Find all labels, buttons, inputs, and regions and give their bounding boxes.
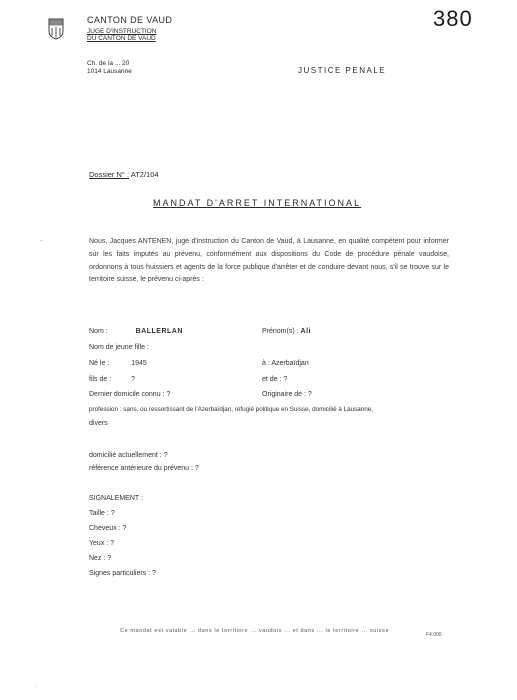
vaud-crest-icon	[48, 18, 64, 40]
nom-jeune-fille: Nom de jeune fille :	[89, 344, 149, 351]
ne-le-label: Né le :	[89, 360, 110, 367]
origine-field	[262, 391, 312, 398]
footer-note: Ce mandat est valable ... dans le territoire ... vaudois ... et dans ... le territoire ... suisse	[120, 628, 390, 634]
address-line-1: Ch. de la ... 20	[87, 60, 130, 67]
signalement-heading: SIGNALEMENT :	[89, 495, 143, 502]
profession-line: profession : sans, ou ressortissant de l'Azerbaïdjan, réfugié politique en Suisse, domicilié à Lausanne,	[89, 406, 374, 413]
prenom-field	[262, 328, 311, 335]
body-paragraph: Nous, Jacques ANTENEN, juge d'instruction du Canton de Vaud, à Lausanne, en qualité compétent pour informer sur les faits imputés au prévenu, conformément aux dispositions du Code de procédure pénale vaudoise, ordonnons à tous huissiers et agents de la force publique d'arrêter et de conduire devant nous, s'il se trouve sur le territoire suisse, le prévenu ci-après :	[89, 238, 449, 284]
page-number: 380	[433, 6, 473, 31]
dossier-label: Dossier N° :	[89, 170, 130, 179]
address-line-2: 1014 Lausanne	[87, 68, 132, 75]
domicile-value: ?	[166, 391, 171, 398]
document-title: MANDAT D'ARRET INTERNATIONAL	[153, 198, 362, 208]
et-de-label: et de :	[262, 376, 282, 383]
fils-de-value: ?	[131, 376, 136, 383]
ne-le-field	[89, 360, 147, 367]
et-de-field	[262, 376, 287, 383]
lieu-value: Azerbaïdjan	[271, 360, 309, 367]
statut-line: divers	[89, 420, 108, 427]
et-de-value: ?	[283, 376, 288, 383]
signalement-yeux: Yeux : ?	[89, 540, 115, 547]
scan-speck: ·	[36, 684, 38, 690]
domicile-label: Dernier domicile connu :	[89, 391, 165, 398]
nom-field	[89, 328, 183, 335]
nom-label: Nom :	[89, 328, 108, 335]
signalement-signes: Signes particuliers : ?	[89, 570, 156, 577]
origine-label: Originaire de :	[262, 391, 306, 398]
judge-line-1: JUGE D'INSTRUCTION	[87, 28, 157, 35]
domicile-actuel-line: domicilié actuellement : ?	[89, 452, 168, 459]
reference-line: référence antérieure du prévenu : ?	[89, 465, 199, 472]
canton-name: CANTON DE VAUD	[87, 15, 173, 25]
signalement-taille: Taille : ?	[89, 510, 115, 517]
fils-de-field	[89, 376, 135, 383]
signalement-cheveux: Cheveux : ?	[89, 525, 127, 532]
lieu-naissance-field	[262, 360, 309, 367]
signalement-nez: Nez : ?	[89, 555, 112, 562]
nom-value: BALLERLAN	[135, 328, 183, 335]
fils-de-label: fils de :	[89, 376, 112, 383]
form-code: F4.000	[426, 632, 442, 638]
margin-mark: ·	[40, 236, 43, 245]
division-label: JUSTICE PENALE	[298, 66, 387, 75]
dossier-value: AT2/104	[130, 170, 159, 179]
domicile-field	[89, 391, 170, 398]
ne-le-value: 1945	[131, 360, 147, 367]
origine-value: ?	[307, 391, 312, 398]
dossier-number	[89, 170, 159, 179]
lieu-label: à :	[262, 360, 270, 367]
prenom-value: Ali	[300, 328, 311, 335]
prenom-label: Prénom(s) :	[262, 328, 299, 335]
judge-line-2: DU CANTON DE VAUD	[87, 35, 156, 42]
